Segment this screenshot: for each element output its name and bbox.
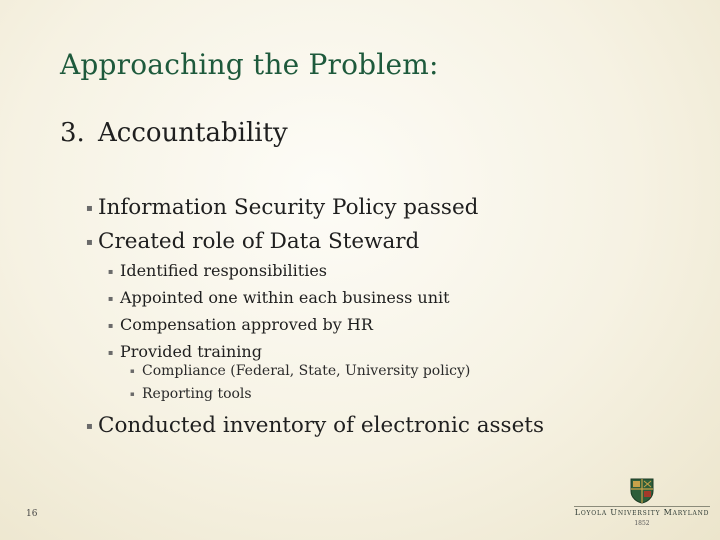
bullet-marker: ▪: [108, 267, 114, 276]
sub-bullet-text: Identified responsibilities: [120, 261, 328, 280]
sub-bullet-item: [108, 258, 450, 285]
data-steward-sublist: [108, 258, 450, 366]
slide-title: Approaching the Problem:: [60, 48, 439, 81]
final-bullet-list: [86, 409, 544, 443]
bullet-text: Created role of Data Steward: [98, 229, 420, 254]
section-number: 3.: [60, 118, 85, 148]
bullet-item: [86, 191, 478, 225]
sub-bullet-text: Appointed one within each business unit: [120, 288, 450, 307]
section-heading-text: Accountability: [98, 118, 288, 148]
logo-rule: [574, 506, 710, 507]
sub-sub-bullet-item: [130, 360, 470, 383]
bullet-marker: ▪: [86, 203, 93, 214]
logo-name: Loyola University Maryland: [574, 508, 710, 517]
page-number: 16: [26, 509, 38, 519]
bullet-marker: ▪: [130, 367, 135, 375]
sub-bullet-text: Provided training: [120, 342, 262, 361]
sub-bullet-item: [108, 285, 450, 312]
bullet-marker: ▪: [108, 321, 114, 330]
bullet-marker: ▪: [108, 348, 114, 357]
sub-sub-bullet-item: [130, 383, 470, 406]
training-sublist: [130, 360, 470, 406]
logo-year: 1852: [634, 520, 650, 527]
sub-sub-bullet-text: Compliance (Federal, State, University policy): [142, 363, 471, 379]
bullet-item: [86, 409, 544, 443]
university-logo: [574, 478, 710, 528]
section-heading: [60, 118, 288, 148]
bullet-marker: ▪: [86, 237, 93, 248]
main-bullet-list: [86, 191, 478, 259]
sub-bullet-item: [108, 312, 450, 339]
shield-icon: [630, 478, 654, 504]
bullet-marker: ▪: [130, 390, 135, 398]
bullet-text: Information Security Policy passed: [98, 195, 479, 220]
sub-sub-bullet-text: Reporting tools: [142, 386, 252, 402]
bullet-marker: ▪: [86, 421, 93, 432]
bullet-text: Conducted inventory of electronic assets: [98, 413, 544, 438]
sub-bullet-text: Compensation approved by HR: [120, 315, 373, 334]
bullet-marker: ▪: [108, 294, 114, 303]
bullet-item: [86, 225, 478, 259]
